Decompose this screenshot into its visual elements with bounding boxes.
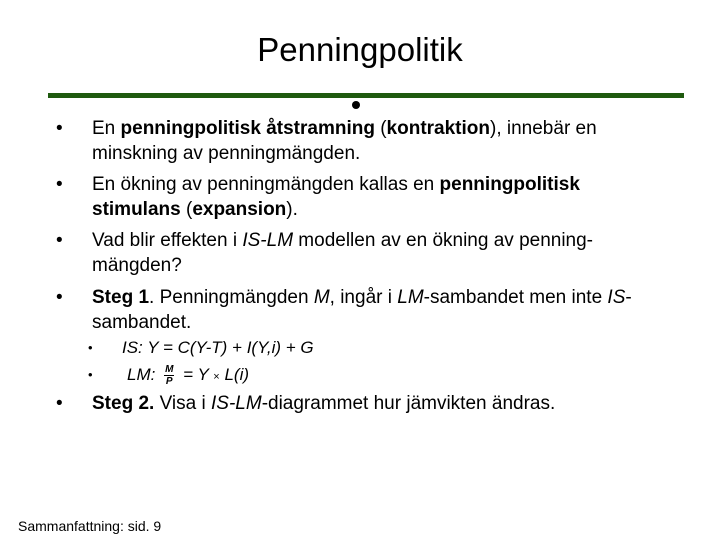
bullet-marker: • <box>56 230 63 251</box>
bullet-item-5 <box>92 391 672 416</box>
bullet-text: ), innebär en minskning av penningmängden. <box>92 118 597 164</box>
bullet-text: -sambandet men inte <box>423 287 608 308</box>
bullet-bold-text: Steg 2. <box>92 393 155 414</box>
bullet-text: ( <box>374 118 387 139</box>
page-title: Penningpolitik <box>257 31 463 68</box>
bullet-italic-text: LM <box>397 287 424 308</box>
pointer-dot <box>352 101 360 109</box>
bullet-italic-text: IS <box>607 287 626 308</box>
bullet-marker: • <box>56 287 63 308</box>
bullet-text: -diagrammet hur jämvikten ändras. <box>261 393 556 414</box>
fraction-denominator: P <box>165 376 173 388</box>
footer-note: Sammanfattning: sid. 9 <box>18 518 162 534</box>
bullet-text: En ökning av penningmängden kallas en <box>92 174 440 195</box>
bullet-marker: • <box>56 118 63 139</box>
bullet-text: ). <box>286 199 298 220</box>
fraction-numerator: M <box>165 364 174 376</box>
bullet-text: Vad blir effekten i <box>92 230 243 251</box>
is-equation: IS: Y = C(Y-T) + I(Y,i) + G <box>122 338 314 357</box>
bullet-bold-text: penningpolitisk åtstramning <box>120 118 375 139</box>
bullet-bold-text: Steg 1 <box>92 287 150 308</box>
bullet-marker: • <box>56 174 63 195</box>
bullet-text: En <box>92 118 121 139</box>
bullet-text: , ingår i <box>329 287 398 308</box>
bullet-item-3 <box>92 228 672 278</box>
bullet-italic-text: M <box>313 287 330 308</box>
multiply-sign: × <box>213 371 220 383</box>
bullet-text: modellen av en ökning av penning-mängden? <box>92 230 594 276</box>
lm-rhs: L(i) <box>224 365 250 384</box>
bullet-bold-text: kontraktion <box>386 118 490 139</box>
bullet-marker: • <box>56 393 63 414</box>
lm-label: LM: <box>127 365 156 384</box>
sub-bullet-marker: • <box>88 367 93 382</box>
bullet-text: Visa i <box>154 393 211 414</box>
bullet-text: ( <box>180 199 193 220</box>
bullet-item-4 <box>92 285 672 335</box>
bullet-item-1 <box>92 116 672 166</box>
title-rule <box>48 93 684 98</box>
bullet-text: -sambandet. <box>92 287 632 333</box>
bullet-bold-text: expansion <box>192 199 287 220</box>
bullet-item-2 <box>92 172 672 222</box>
money-price-fraction <box>164 364 174 387</box>
bullet-bold-text: penningpolitisk stimulans <box>92 174 580 220</box>
bullet-text: . Penningmängden <box>149 287 314 308</box>
lm-middle: = Y <box>183 365 209 384</box>
bullet-italic-text: IS-LM <box>211 393 262 414</box>
sub-bullet-marker: • <box>88 340 93 355</box>
bullet-italic-text: IS-LM <box>242 230 294 251</box>
lm-equation <box>127 362 249 390</box>
